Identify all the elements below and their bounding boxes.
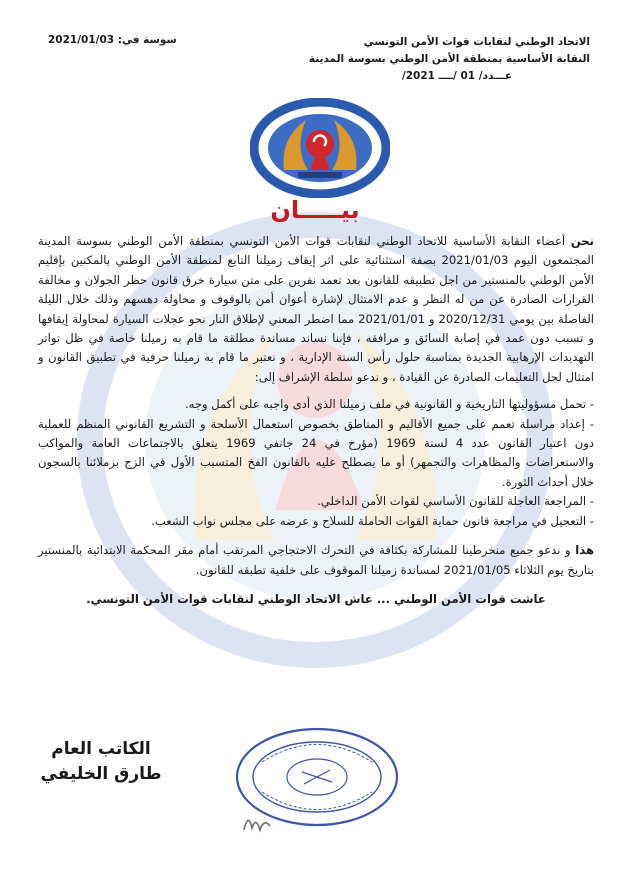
- paragraph-2-lead: هذا: [575, 543, 595, 558]
- org-line-2: النقابة الأساسية بمنطقة الأمن الوطني بسوسة المدينة: [308, 53, 590, 65]
- paragraph-2-text: و ندعو جميع منخرطينا للمشاركة بكثافة في التحرك الاحتجاجي المرتقب أمام مقر المحكمة الابتدائية بالمنستير بتاريخ يوم الثلاثاء 2021/01/05 لمساندة زميلنا الموقوف على خلفية تطبقه للقانون.: [38, 543, 594, 577]
- document-title: بيـــــان: [270, 196, 360, 224]
- date-label: سوسة في:: [117, 34, 177, 46]
- date-value: 2021/01/03: [48, 34, 115, 46]
- signature-scribble-icon: [238, 808, 278, 838]
- paragraph-1-lead: نحن: [570, 234, 595, 248]
- closing-slogan: عاشت قوات الأمن الوطني ... عاش الاتحاد الوطني لنقابات قوات الأمن التونسي.: [86, 591, 546, 606]
- list-item: - المراجعة العاجلة للقانون الأساسي لقوات الأمن الداخلي.: [317, 494, 594, 509]
- list-item: - تحمل مسؤوليتها التاريخية و القانونية في ملف زميلنا الذي أدى واجبه على أكمل وجه.: [184, 397, 594, 412]
- signatory-name: طارق الخليفي: [40, 764, 162, 784]
- list-item: - التعجيل في مراجعة قانون حماية القوات الحاملة للسلاح و عرضه على مجلس نواب الشعب.: [151, 513, 594, 528]
- letterhead-organization: [290, 34, 590, 85]
- org-line-1: الاتحاد الوطني لنقابات قوات الأمن التونسي: [363, 36, 590, 48]
- letterhead-date: [48, 34, 218, 46]
- paragraph-1-text: أعضاء النقابة الأساسية للاتحاد الوطني لنقابات قوات الأمن التونسي بمنطقة الأمن الوطني بسوسة المدينة المجتمعون اليوم 2021/01/03 بصفة استثنائية على اثر إيقاف زميلنا التابع لمنطقة الأمن الوطني بالمكنين بإقليم الأمن الوطني بالمنستير من اجل تطبيقه للقانون بعد تعمد نفرين على متن سيارة خرق قانون حظر الجولان و مخالفة القرارات الصادرة عن من له النظر و عدم الامتثال لإشارة أعوان أمن بالوقوف و محاولة دهسهم وذلك خلال الليلة الفاصلة بين يومي 2020/12/31 و 2021/01/01 مما اضطر المعني لإطلاق النار نحو عجلات السيارة لمحاولة إيقافها و تسبب دون عمد في إصابة السائق و مرافقه ، فإننا نساند مساندة مطلقة ما قام به زميلنا خاصة في ظل تواتر التهديدات الإرهابية الجديدة بمناسبة حلول رأس السنة الإدارية ، و نعتبر ما قام به زميلنا حرفية في تطبيق القانون و امتثال لجل التعليمات الصادرة عن القيادة ، و ندعو سلطة الإشراف إلى:: [38, 234, 594, 384]
- union-emblem-icon: [250, 98, 390, 198]
- paragraph-2: [38, 541, 594, 580]
- statement-body: [38, 232, 594, 609]
- demands-list: [38, 395, 594, 531]
- signatory-title: الكاتب العام: [51, 739, 151, 759]
- paragraph-1: [38, 232, 594, 387]
- reference-number: عـــدد/ 01 /ــــ 2021/: [401, 70, 512, 82]
- list-item: - إعداد مراسلة تعمم على جميع الأقاليم و المناطق بخصوص استعمال الأسلحة و التشريع القانوني المنظم للعملية دون اعتبار القانون عدد 4 لسنة 1969 (مؤرخ في 24 جانفي 1969 يتعلق بالاجتماعات العامة والمواكب والاستعراضات والمظاهرات والتجمهر) أو ما يصطلح عليه بالقانون الفخ المتسبب الأول في الزج بزملائنا بالسجون خلال أحداث الثورة.: [38, 416, 594, 489]
